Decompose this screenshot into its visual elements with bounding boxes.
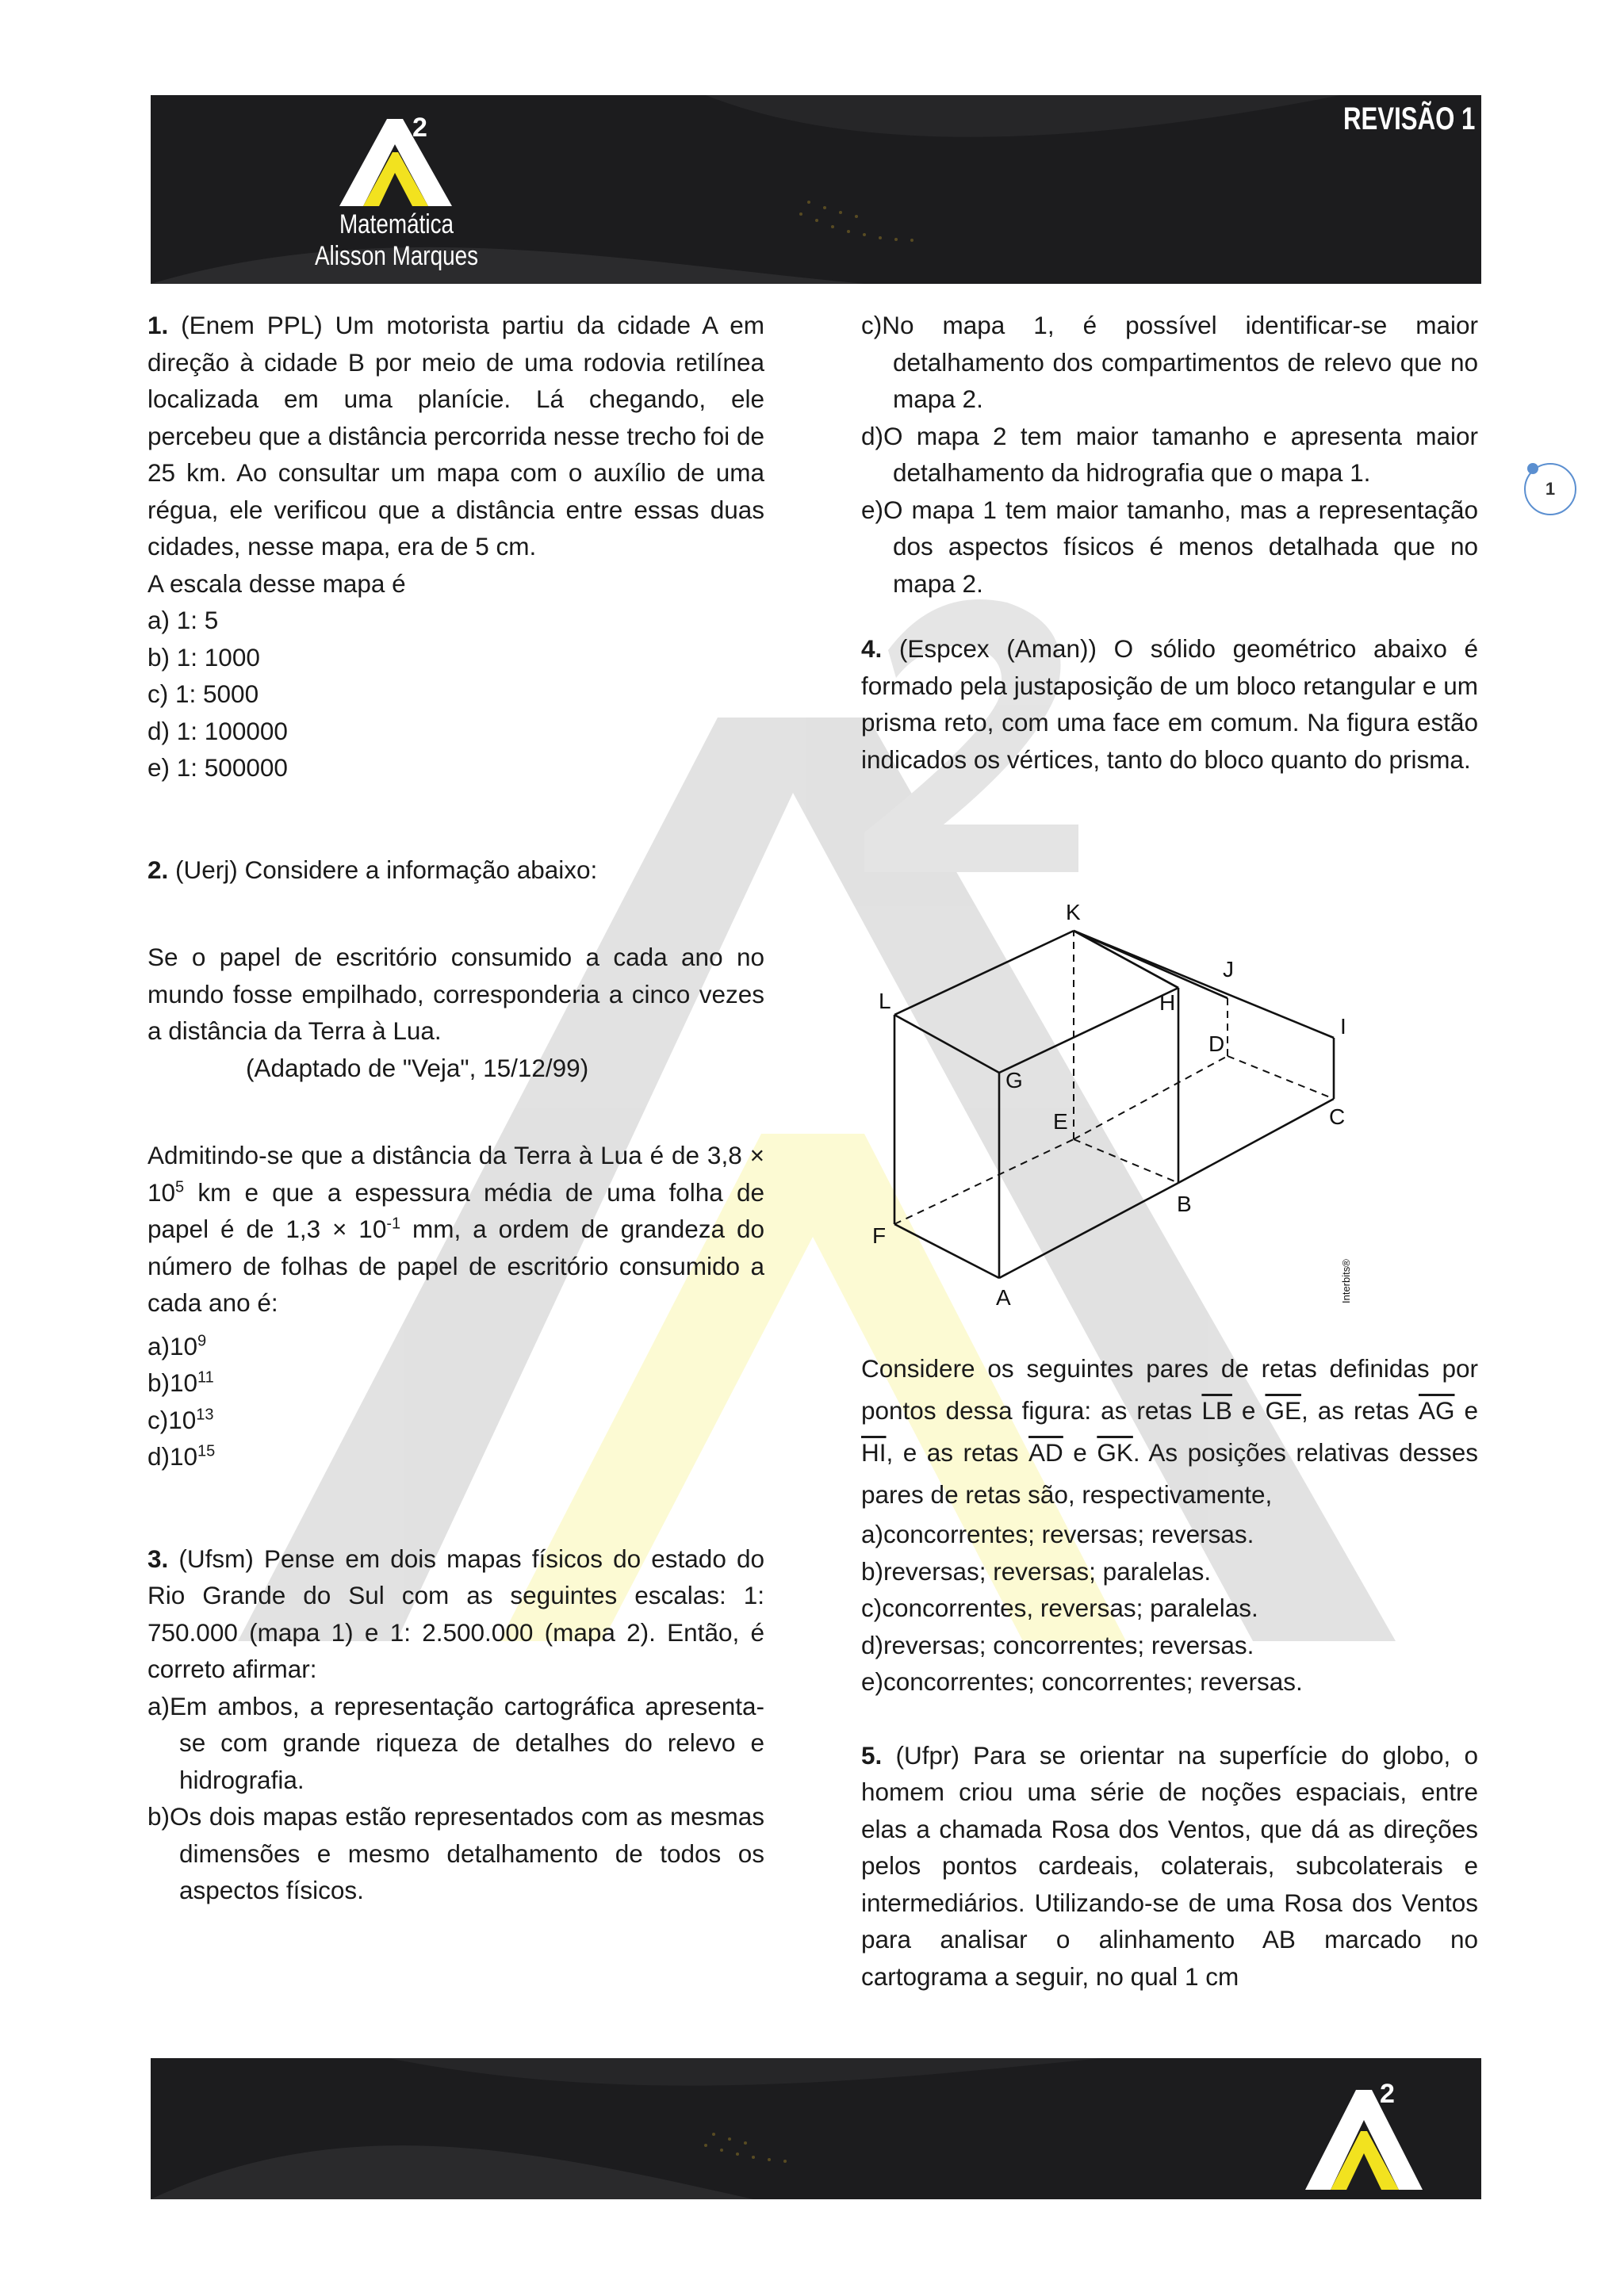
left-column <box>147 307 764 1909</box>
page-number-dot <box>1527 463 1538 474</box>
q1-option-c: c) 1: 5000 <box>147 679 259 708</box>
question-2-intro-text: (Uerj) Considere a informação abaixo: <box>175 855 598 884</box>
vertex-label-j: J <box>1223 957 1234 982</box>
q4-text-3: , as retas <box>1300 1396 1419 1425</box>
q2-option-d-label: d)10 <box>147 1442 198 1471</box>
q3-option-d: d)O mapa 2 tem maior tamanho e apresenta maior detalhamento da hidrografia que o mapa 1. <box>861 421 1478 487</box>
solid-figure <box>869 891 1361 1319</box>
q2-option-b <box>147 1364 764 1402</box>
q1-option-a: a) 1: 5 <box>147 606 219 634</box>
question-3-number: 3. <box>147 1544 169 1573</box>
q3-option-b: b)Os dois mapas estão representados com as mesmas dimensões e mesmo detalhamento de todos os aspectos físicos. <box>147 1802 764 1904</box>
segment-ad: $\overline{AD}$ <box>1028 1438 1063 1467</box>
q2-body-part-a: Admitindo-se que a distância da Terra à Lua é de 3,8 × 10 <box>147 1141 764 1207</box>
segment-ag: $\overline{AG}$ <box>1418 1396 1455 1425</box>
question-2-body <box>147 1137 764 1322</box>
q1-option-e: e) 1: 500000 <box>147 753 288 782</box>
q2-exp-a: 5 <box>175 1178 185 1196</box>
question-4-body: (Espcex (Aman)) O sólido geométrico abaixo é formado pela justaposição de um bloco retangular e um prisma reto, com uma face em comum. Na figura estão indicados os vértices, tanto do bloco quanto do prisma. <box>861 634 1478 774</box>
segment-lb: $\overline{LB}$ <box>1201 1396 1232 1425</box>
question-5-body: (Ufpr) Para se orientar na superfície do globo, o homem criou uma série de noções espaciais, entre elas a chamada Rosa dos Ventos, que dá as direções pelos pontos cardeais, colaterais, subcolaterais e intermediários. Utilizando-se de uma Rosa dos Ventos para analisar o alinhamento AB marcado no cartograma a seguir, no qual 1 cm <box>861 1740 1478 1991</box>
vertex-label-e: E <box>1053 1109 1068 1134</box>
q1-option-b: b) 1: 1000 <box>147 642 260 672</box>
footer-decoration <box>151 2058 1481 2199</box>
question-4-number: 4. <box>861 634 883 663</box>
question-2-source: (Adaptado de "Veja", 15/12/99) <box>246 1053 589 1082</box>
right-column <box>861 307 1478 778</box>
q4-text-1: Considere os seguintes pares de retas definidas por pontos dessa figura: as retas <box>861 1354 1478 1425</box>
q2-option-c-exp: 13 <box>196 1406 214 1423</box>
q4-text-6: e <box>1063 1438 1097 1467</box>
q2-option-a-exp: 9 <box>197 1332 207 1349</box>
question-1-number: 1. <box>147 311 169 339</box>
q2-body-part-b: km e que a espessura média de uma folha de papel é de 1,3 × 10 <box>147 1177 764 1243</box>
q4-text-5: , e as retas <box>886 1438 1029 1467</box>
question-2-intro <box>147 851 764 889</box>
vertex-label-a: A <box>996 1285 1011 1310</box>
brand-line-1: Matemática <box>339 209 454 239</box>
q4-option-a: a)concorrentes; reversas; reversas. <box>861 1520 1254 1548</box>
q4-text-2: e <box>1231 1396 1266 1425</box>
q2-option-a <box>147 1328 764 1365</box>
q2-option-b-exp: 11 <box>197 1368 214 1387</box>
q2-option-a-label: a)10 <box>147 1331 198 1360</box>
vertex-label-i: I <box>1340 1014 1346 1039</box>
q2-body-part-c: mm, a ordem de grandeza do número de folhas de papel de escritório consumido a cada ano é: <box>147 1215 764 1317</box>
question-4-statement <box>861 1348 1478 1516</box>
q3-option-c: c)No mapa 1, é possível identificar-se maior detalhamento dos compartimentos de relevo que no mapa 2. <box>861 311 1478 413</box>
segment-hi: $\overline{HI}$ <box>861 1438 887 1467</box>
vertex-label-d: D <box>1208 1031 1225 1056</box>
q3-option-e: e)O mapa 1 tem maior tamanho, mas a representação dos aspectos físicos é menos detalhada que no mapa 2. <box>861 495 1478 598</box>
brand-line-2: Alisson Marques <box>314 241 479 271</box>
vertex-label-g: G <box>1005 1068 1023 1093</box>
question-4-text <box>861 630 1478 778</box>
revision-label: REVISÃO 1 <box>1342 101 1475 136</box>
question-1-prompt: A escala desse mapa é <box>147 568 406 598</box>
vertex-label-c: C <box>1329 1104 1346 1129</box>
q4-text-4: e <box>1454 1396 1478 1425</box>
q4-option-c: c)concorrentes, reversas; paralelas. <box>861 1594 1258 1622</box>
segment-ge: $\overline{GE}$ <box>1265 1396 1301 1425</box>
question-5-number: 5. <box>861 1740 883 1770</box>
q2-option-c-label: c)10 <box>147 1405 197 1434</box>
question-3-body: (Ufsm) Pense em dois mapas físicos do estado do Rio Grande do Sul com as seguintes escalas: 1: 750.000 (mapa 1) e 1: 2.500.000 (mapa 2). Então, é correto afirmar: <box>147 1544 764 1683</box>
question-1-text <box>147 307 764 565</box>
q2-option-d <box>147 1438 764 1475</box>
logo-exponent: 2 <box>412 113 427 143</box>
vertex-label-k: K <box>1066 900 1081 924</box>
vertex-label-l: L <box>879 989 891 1013</box>
q3-option-a: a)Em ambos, a representação cartográfica apresenta-se com grande riqueza de detalhes do relevo e hidrografia. <box>147 1691 764 1794</box>
q2-option-d-exp: 15 <box>197 1442 216 1460</box>
q2-option-b-label: b)10 <box>147 1368 198 1397</box>
footer-logo-exponent: 2 <box>1380 2079 1395 2109</box>
q4-option-d: d)reversas; concorrentes; reversas. <box>861 1630 1254 1659</box>
vertex-label-b: B <box>1177 1192 1192 1216</box>
footer-banner <box>151 2058 1481 2199</box>
page-number: 1 <box>1524 463 1576 515</box>
segment-gk: $\overline{GK}$ <box>1097 1438 1133 1467</box>
question-1-body: (Enem PPL) Um motorista partiu da cidade A em direção à cidade B por meio de uma rodovia retilínea localizada em uma planície. Lá chegando, ele percebeu que a distância percorrida nesse trecho foi de 25 km. Ao consultar um mapa com o auxílio de uma régua, ele verificou que a distância entre essas duas cidades, nesse mapa, era de 5 cm. <box>147 311 764 561</box>
q1-option-d: d) 1: 100000 <box>147 716 288 745</box>
q2-exp-b: -1 <box>386 1215 401 1233</box>
vertex-label-h: H <box>1159 990 1176 1015</box>
figure-credit: Interbits® <box>1340 1259 1352 1303</box>
right-column-lower <box>861 1348 1478 1995</box>
question-3-text <box>147 1540 764 1688</box>
q2-option-c <box>147 1402 764 1439</box>
q4-text-7: . As posições relativas desses pares de retas são, respectivamente, <box>861 1438 1479 1509</box>
vertex-label-f: F <box>872 1223 887 1248</box>
q4-option-b: b)reversas; reversas; paralelas. <box>861 1556 1212 1586</box>
question-5-text <box>861 1737 1478 1996</box>
question-2-quote: Se o papel de escritório consumido a cada ano no mundo fosse empilhado, corresponderia a cinco vezes a distância da Terra à Lua. <box>147 943 764 1045</box>
header-banner <box>151 95 1481 284</box>
q4-option-e: e)concorrentes; concorrentes; reversas. <box>861 1667 1303 1696</box>
question-2-number: 2. <box>147 855 169 884</box>
